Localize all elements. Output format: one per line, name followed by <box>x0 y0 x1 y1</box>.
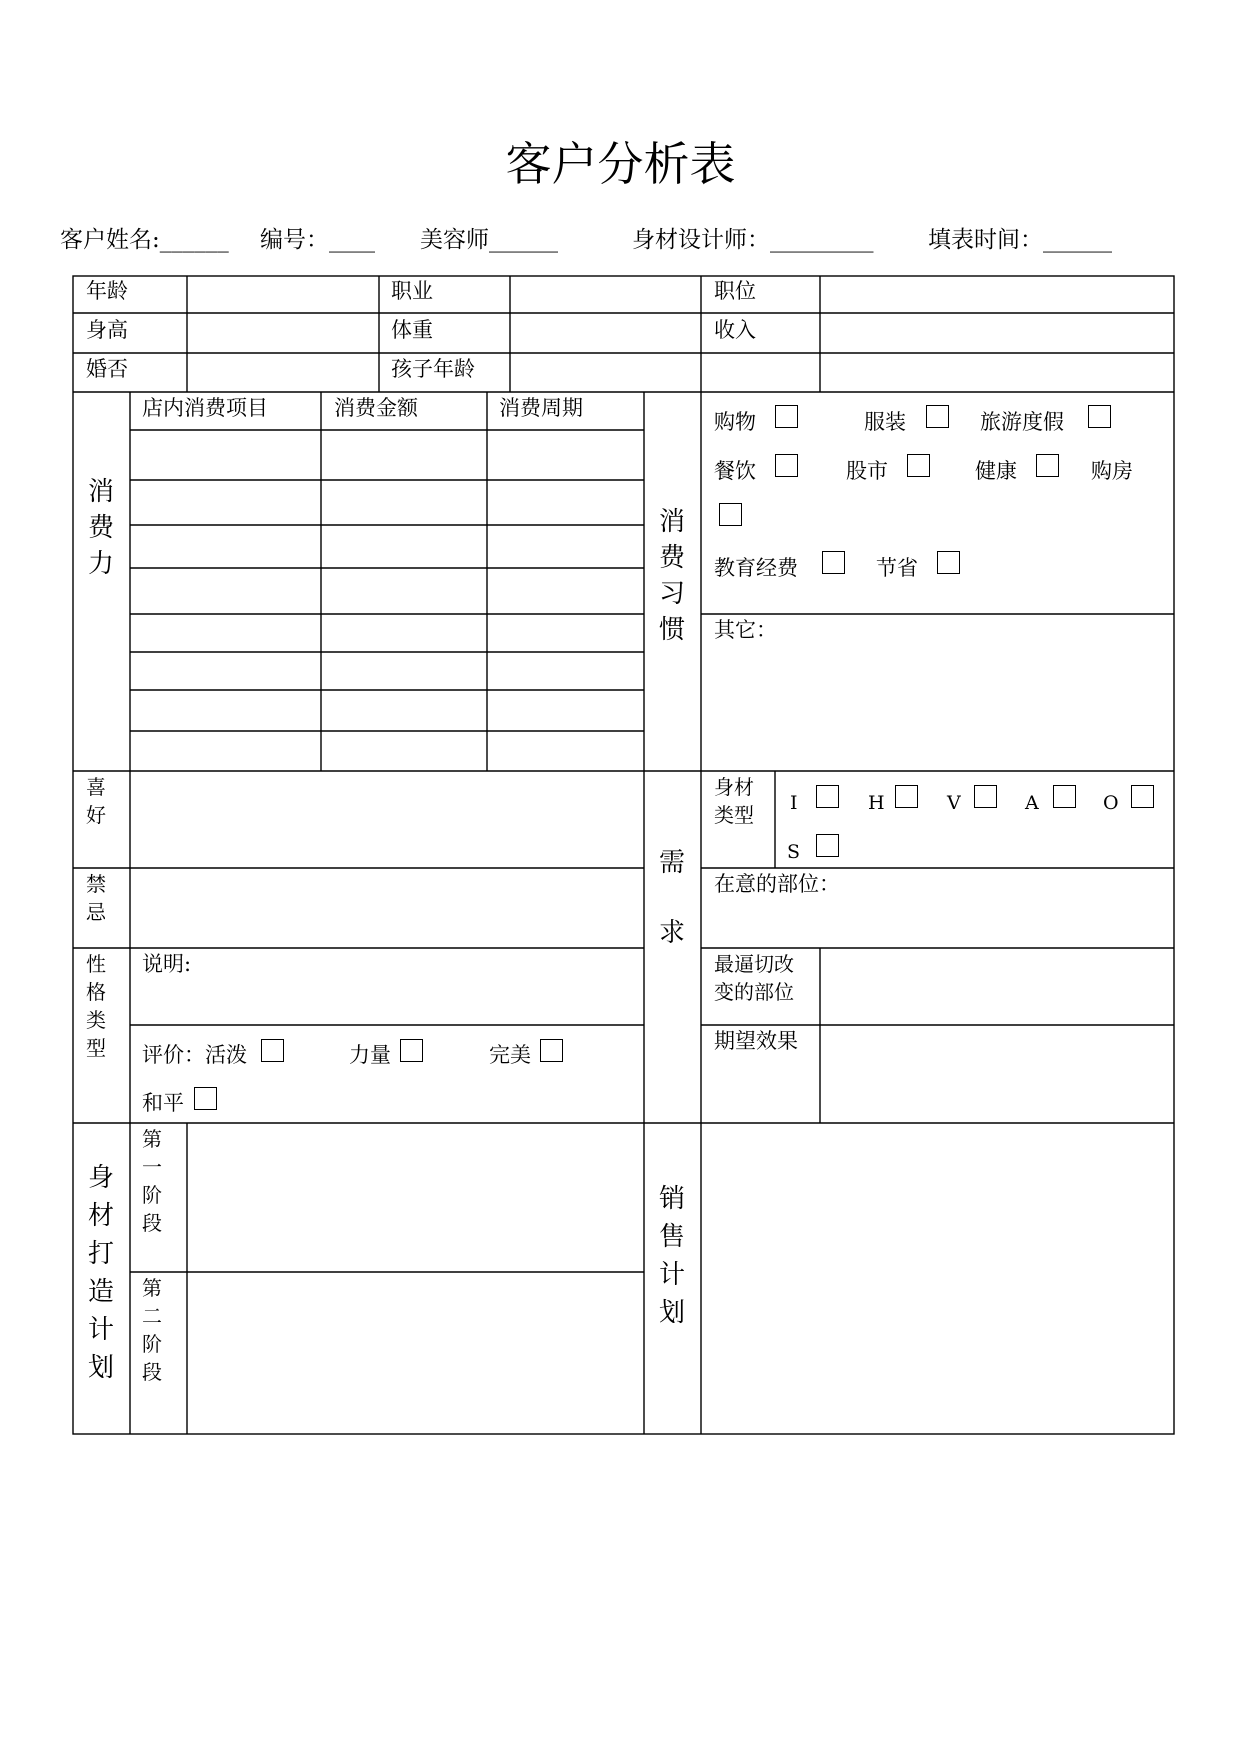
habit-saving-label: 节省 <box>876 556 918 580</box>
col-amount-header: 消费金额 <box>334 396 418 420</box>
habit-other-label: 其它： <box>714 618 777 642</box>
habit-travel-label: 旅游度假 <box>980 410 1064 434</box>
expected-effect-label: 期望效果 <box>714 1029 798 1053</box>
stage-two-label: 第 二 阶 段 <box>142 1276 162 1384</box>
weight-label: 体重 <box>391 318 433 342</box>
likes-label: 喜 好 <box>86 775 106 827</box>
fill-time-field[interactable]: 填表时间：______ <box>928 227 1112 253</box>
child-age-label: 孩子年龄 <box>391 357 475 381</box>
urgent-parts-label: 最逼切改 变的部位 <box>714 952 794 1004</box>
page-title: 客户分析表 <box>505 137 736 191</box>
habit-health-checkbox[interactable] <box>1036 454 1059 477</box>
body-designer-field[interactable]: 身材设计师：_________ <box>632 227 874 253</box>
body-type-v-label: V <box>947 792 961 814</box>
body-type-o-label: O <box>1103 792 1119 814</box>
consumption-habits-label: 消 费 习 惯 <box>658 507 685 645</box>
habit-dining-checkbox[interactable] <box>775 454 798 477</box>
evaluation-perfect-checkbox[interactable] <box>540 1039 563 1062</box>
body-type-o-checkbox[interactable] <box>1131 785 1154 808</box>
number-field[interactable]: 编号：____ <box>260 227 375 253</box>
needs-label: 需 求 <box>658 848 685 948</box>
habit-health-label: 健康 <box>975 459 1017 483</box>
habit-dining-label: 餐饮 <box>714 459 756 483</box>
body-type-a-label: A <box>1025 792 1039 814</box>
evaluation-lively-checkbox[interactable] <box>261 1039 284 1062</box>
habit-travel-checkbox[interactable] <box>1088 405 1111 428</box>
habit-stocks-checkbox[interactable] <box>907 454 930 477</box>
col-item-header: 店内消费项目 <box>142 396 268 420</box>
stage-one-label: 第 一 阶 段 <box>142 1127 162 1235</box>
body-type-s-label: S <box>787 841 801 863</box>
occupation-label: 职业 <box>391 279 433 303</box>
marital-label: 婚否 <box>86 357 128 381</box>
evaluation-lively-label: 评价：活泼 <box>142 1043 247 1067</box>
personality-note-label: 说明: <box>142 952 192 976</box>
habit-stocks-label: 股市 <box>846 459 888 483</box>
habit-house-label: 购房 <box>1091 459 1133 483</box>
evaluation-strength-checkbox[interactable] <box>400 1039 423 1062</box>
evaluation-peace-checkbox[interactable] <box>194 1087 217 1110</box>
age-label: 年龄 <box>86 279 128 303</box>
sales-plan-label: 销 售 计 划 <box>658 1184 685 1328</box>
habit-education-checkbox[interactable] <box>822 551 845 574</box>
position-label: 职位 <box>714 279 756 303</box>
body-plan-label: 身 材 打 造 计 划 <box>87 1163 114 1383</box>
evaluation-peace-label: 和平 <box>142 1091 184 1115</box>
col-period-header: 消费周期 <box>499 396 583 420</box>
habit-saving-checkbox[interactable] <box>937 551 960 574</box>
evaluation-perfect-label: 完美 <box>489 1043 531 1067</box>
beautician-field[interactable]: 美容师______ <box>420 227 558 253</box>
income-label: 收入 <box>714 318 756 342</box>
body-type-h-checkbox[interactable] <box>895 785 918 808</box>
habit-house-checkbox[interactable] <box>719 503 742 526</box>
personality-label: 性 格 类 型 <box>86 952 106 1060</box>
habit-clothing-label: 服装 <box>864 410 906 434</box>
body-type-h-label: H <box>868 792 885 814</box>
body-type-i-label: I <box>790 792 798 814</box>
habit-clothing-checkbox[interactable] <box>926 405 949 428</box>
taboos-label: 禁 忌 <box>86 872 106 924</box>
body-type-s-checkbox[interactable] <box>816 834 839 857</box>
body-type-label: 身材 类型 <box>714 775 754 827</box>
body-type-a-checkbox[interactable] <box>1053 785 1076 808</box>
habit-shopping-label: 购物 <box>714 410 756 434</box>
evaluation-strength-label: 力量 <box>349 1043 391 1067</box>
consumption-power-label: 消 费 力 <box>87 477 114 579</box>
concern-parts-label: 在意的部位： <box>714 872 840 896</box>
body-type-i-checkbox[interactable] <box>816 785 839 808</box>
habit-shopping-checkbox[interactable] <box>775 405 798 428</box>
body-type-v-checkbox[interactable] <box>974 785 997 808</box>
habit-education-label: 教育经费 <box>714 556 798 580</box>
client-name-field[interactable]: 客户姓名:______ <box>60 227 229 253</box>
height-label: 身高 <box>86 318 128 342</box>
